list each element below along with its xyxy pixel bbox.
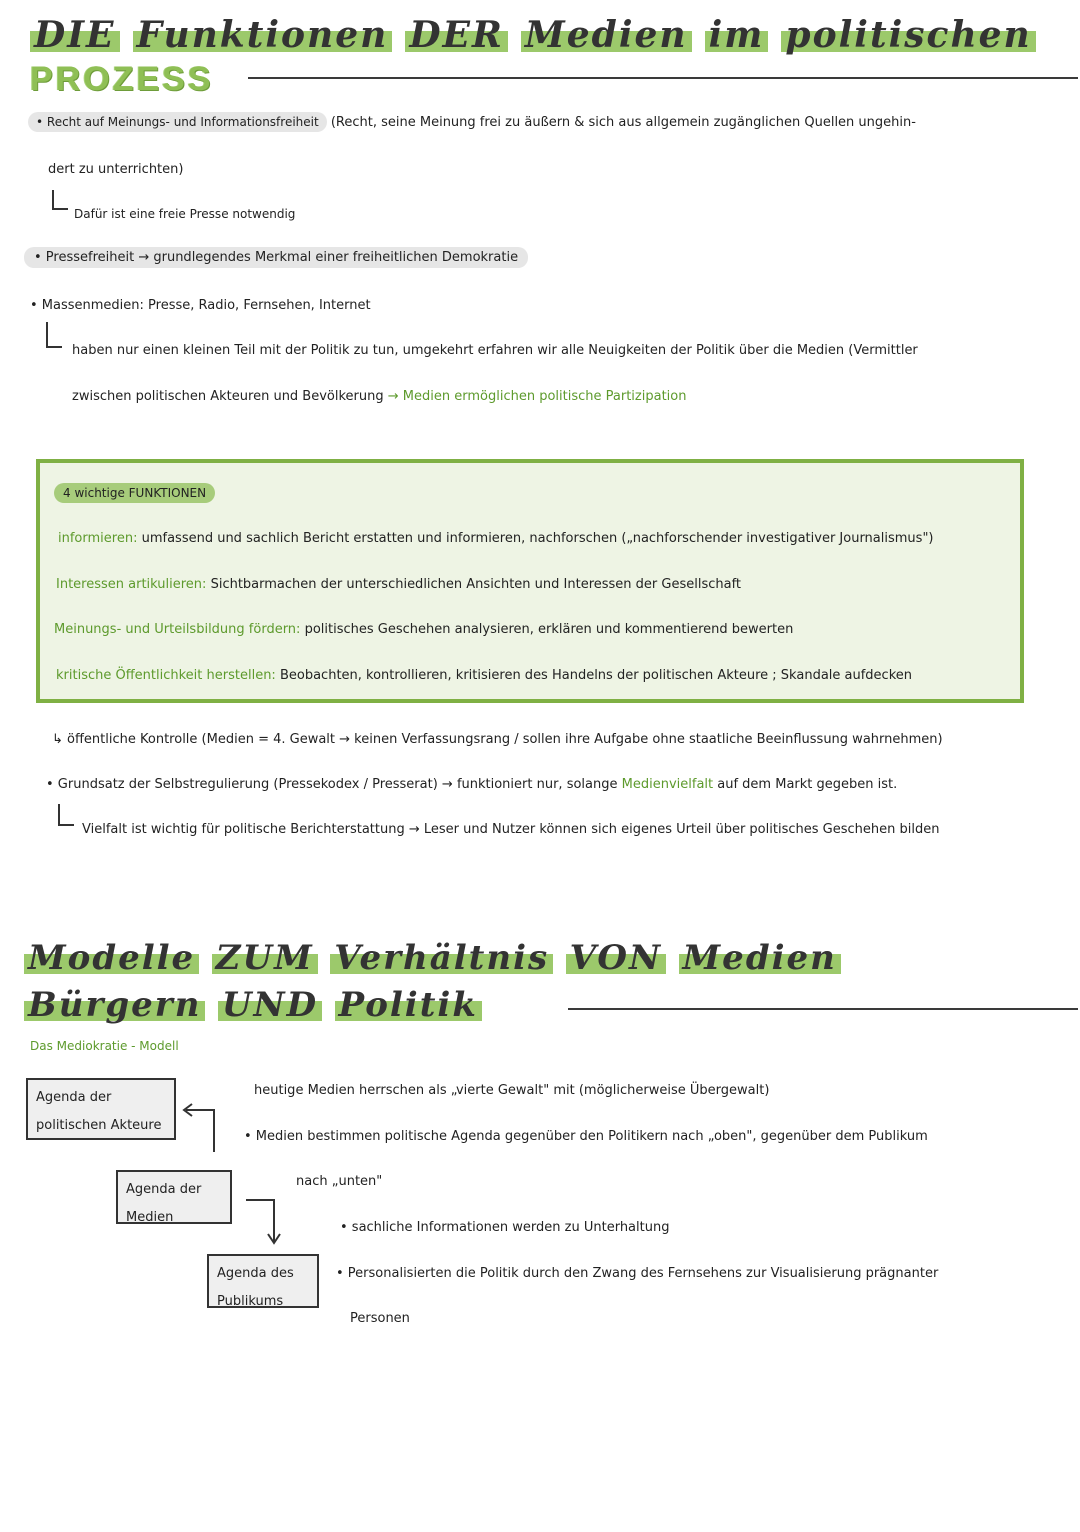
model-text-4-cont: Personen [350, 1311, 410, 1326]
model-text-3: • sachliche Informationen werden zu Unterhaltung [340, 1220, 670, 1235]
title-word: Funktionen [133, 14, 393, 56]
function-text: Sichtbarmachen der unterschiedlichen Ansichten und Interessen der Gesellschaft [210, 577, 742, 592]
title-word: Bürgern [24, 985, 205, 1025]
model-text-1: heutige Medien herrschen als „vierte Gewalt" mit (möglicherweise Übergewalt) [254, 1083, 770, 1098]
function-text: umfassend und sachlich Bericht erstatten und informieren, nachforschen („nachforschender investigativer Journalismus") [141, 531, 934, 546]
diversity-line: Vielfalt ist wichtig für politische Berichterstattung → Leser und Nutzer können sich eigenes Urteil über politisches Geschehen bilden [82, 822, 940, 837]
arrow-media-to-actors [184, 1104, 214, 1152]
function-label: Meinungs- und Urteilsbildung fördern: [54, 622, 301, 637]
rights-label: • Recht auf Meinungs- und Informationsfreiheit [28, 112, 327, 132]
title-word: Verhältnis [330, 938, 553, 978]
self-regulation-text: • Grundsatz der Selbstregulierung (Pressekodex / Presserat) → funktioniert nur, solange [46, 777, 618, 792]
function-label: informieren: [58, 531, 138, 546]
title-word: im [705, 14, 769, 56]
medienvielfalt-text: Medienvielfalt [621, 777, 714, 792]
title-word: ZUM [212, 938, 318, 978]
function-label: kritische Öffentlichkeit herstellen: [56, 668, 276, 683]
arrow-media-to-public [246, 1200, 280, 1243]
title-word: PROZESS [30, 60, 214, 98]
partizipation-text: → Medien ermöglichen politische Partizipation [387, 389, 687, 404]
model-text-4: • Personalisierten die Politik durch den Zwang des Fernsehens zur Visualisierung prägnanter [336, 1266, 939, 1281]
agenda-media-box: Agenda der Medien [116, 1170, 232, 1224]
massenmedien-sub2-text: zwischen politischen Akteuren und Bevölkerung [72, 389, 384, 404]
rights-text-cont: dert zu unterrichten) [48, 162, 184, 177]
title-word: politischen [781, 14, 1035, 56]
function-text: politisches Geschehen analysieren, erklären und kommentierend bewerten [304, 622, 794, 637]
functions-heading-pill: 4 wichtige FUNKTIONEN [54, 483, 215, 503]
title-word: Modelle [24, 938, 199, 978]
title-word: Medien [679, 938, 841, 978]
model-text-2-cont: nach „unten" [296, 1174, 383, 1189]
title-word: Politik [335, 985, 482, 1025]
model-text-2: • Medien bestimmen politische Agenda gegenüber den Politikern nach „oben", gegenüber dem Publikum [244, 1129, 928, 1144]
self-regulation-text-end: auf dem Markt gegeben ist. [717, 777, 898, 792]
massenmedien-sub1: haben nur einen kleinen Teil mit der Politik zu tun, umgekehrt erfahren wir alle Neuigkeiten der Politik über die Medien (Vermittler [72, 343, 918, 358]
function-label: Interessen artikulieren: [56, 577, 207, 592]
agenda-public-box: Agenda des Publikums [207, 1254, 319, 1308]
agenda-actors-box: Agenda der politischen Akteure [26, 1078, 176, 1140]
title-word: Medien [521, 14, 692, 56]
pressefreiheit-pill: • Pressefreiheit → grundlegendes Merkmal einer freiheitlichen Demokratie [24, 247, 528, 268]
title-word: DER [405, 14, 508, 56]
title-word: VON [566, 938, 666, 978]
rights-text: (Recht, seine Meinung frei zu äußern & sich aus allgemein zugänglichen Quellen ungehin- [330, 115, 916, 130]
title-word: DIE [30, 14, 120, 56]
public-control-line: ↳ öffentliche Kontrolle (Medien = 4. Gewalt → keinen Verfassungsrang / sollen ihre Aufgabe ohne staatliche Beeinflussung wahrnehmen) [52, 732, 943, 747]
model-subtitle: Das Mediokratie - Modell [30, 1039, 179, 1053]
title-word: UND [218, 985, 322, 1025]
function-text: Beobachten, kontrollieren, kritisieren des Handelns der politischen Akteure ; Skandale aufdecken [279, 668, 913, 683]
bullet-massenmedien: • Massenmedien: Presse, Radio, Fernsehen, Internet [30, 298, 371, 313]
rights-sub: Dafür ist eine freie Presse notwendig [74, 207, 296, 221]
